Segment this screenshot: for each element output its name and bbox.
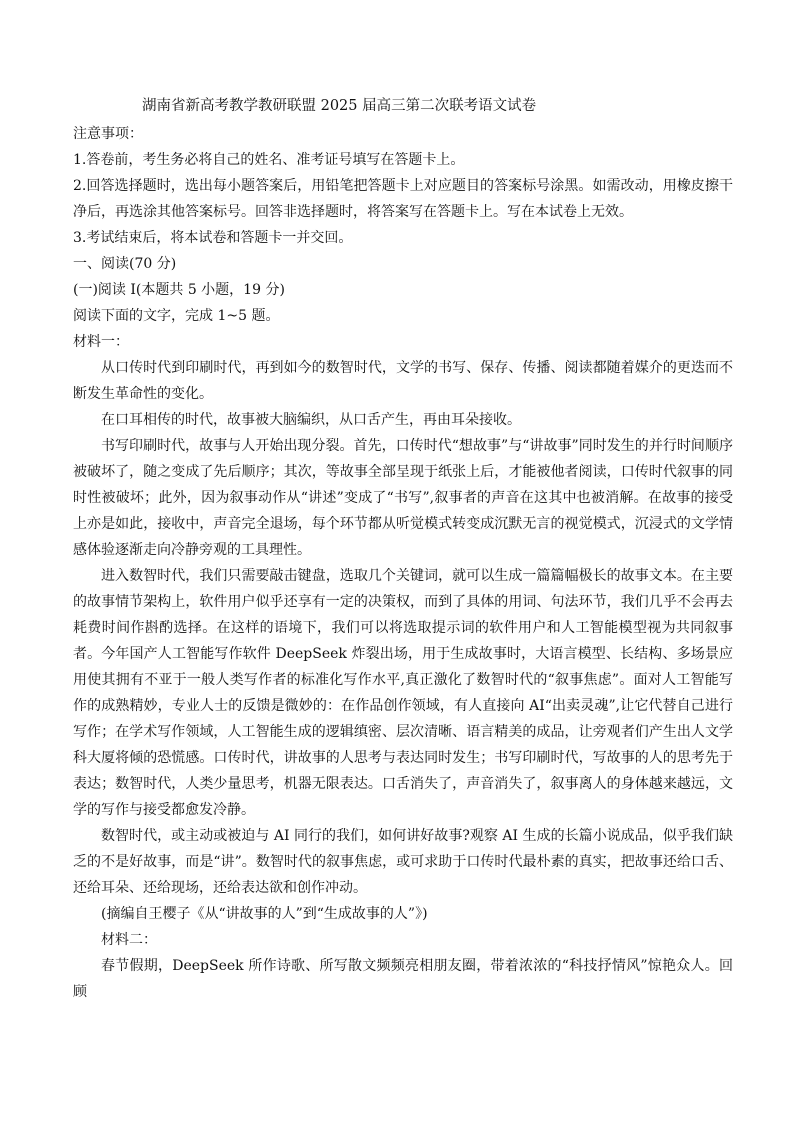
material-2-paragraph: 春节假期，DeepSeek 所作诗歌、所写散文频频亮相朋友圈，带着浓浓的“科技抒情风”惊艳众人。回顾: [73, 958, 733, 1000]
material-1-paragraph: 数智时代，或主动或被迫与 AI 同行的我们，如何讲好故事?观察 AI 生成的长篇小说成品，似乎我们缺乏的不是好故事，而是“讲”。数智时代的叙事焦虑，或可求助于口传时代最朴素的真实，把故事还给口舌、还给耳朵、还给现场，还给表达欲和创作冲动。: [73, 828, 733, 896]
section-heading: 一、阅读(70 分): [73, 256, 177, 272]
material-2-label: 材料二：: [101, 932, 157, 948]
notice-item: 2.回答选择题时，选出每小题答案后，用铅笔把答题卡上对应题目的答案标号涂黑。如需改动，用橡皮擦干净后，再选涂其他答案标号。回答非选择题时，将答案写在答题卡上。写在本试卷上无效。: [73, 178, 733, 220]
instruction-text: 阅读下面的文字，完成 1~5 题。: [73, 308, 280, 324]
material-1-paragraph: 进入数智时代，我们只需要敲击键盘，选取几个关键词，就可以生成一篇篇幅极长的故事文本。在主要的故事情节架构上，软件用户似乎还享有一定的决策权，而到了具体的用词、句法环节，我们几乎不会再去耗费时间作斟酌选择。在这样的语境下，我们可以将选取提示词的软件用户和人工智能模型视为共同叙事者。今年国产人工智能写作软件 DeepSeek 炸裂出场，用于生成故事时，大语言模型、长结构、多场景应用使其拥有不亚于一般人类写作者的标准化写作水平,真正激化了数智时代的“叙事焦虑”。面对人工智能写作的成熟精妙，专业人士的反馈是微妙的：在作品创作领域，有人直接向 AI“出卖灵魂”,让它代替自己进行写作；在学术写作领域，人工智能生成的逻辑缜密、层次清晰、语言精美的成品，让旁观者们产生出人文学科大厦将倾的恐慌感。口传时代，讲故事的人思考与表达同时发生；书写印刷时代，写故事的人的思考先于表达；数智时代，人类少量思考，机器无限表达。口舌消失了，声音消失了，叙事离人的身体越来越远，文学的写作与接受都愈发冷静。: [73, 568, 733, 818]
material-1-label: 材料一：: [73, 334, 129, 350]
notice-item: 3.考试结束后，将本试卷和答题卡一并交回。: [73, 230, 353, 246]
source-note: (摘编自王樱子《从“讲故事的人”到“生成故事的人”》): [101, 906, 428, 922]
subsection-heading: (一)阅读 I(本题共 5 小题，19 分): [73, 282, 285, 298]
exam-title: 湖南省新高考教学教研联盟 2025 届高三第二次联考语文试卷: [142, 98, 537, 114]
notice-heading: 注意事项：: [73, 126, 143, 142]
material-1-paragraph: 书写印刷时代，故事与人开始出现分裂。首先，口传时代“想故事”与“讲故事”同时发生的并行时间顺序被破坏了，随之变成了先后顺序；其次，等故事全部呈现于纸张上后，才能被他者阅读，口传时代叙事的同时性被破坏；此外，因为叙事动作从“讲述”变成了“书写”,叙事者的声音在这其中也被消解。在故事的接受上亦是如此，接收中，声音完全退场，每个环节都从听觉模式转变成沉默无言的视觉模式，沉浸式的文学情感体验逐渐走向冷静旁观的工具理性。: [73, 438, 733, 558]
material-1-paragraph: 在口耳相传的时代，故事被大脑编织，从口舌产生，再由耳朵接收。: [101, 412, 521, 428]
notice-item: 1.答卷前，考生务必将自己的姓名、准考证号填写在答题卡上。: [73, 152, 465, 168]
exam-body: [73, 121, 733, 1005]
material-1-paragraph: 从口传时代到印刷时代，再到如今的数智时代，文学的书写、保存、传播、阅读都随着媒介的更迭而不断发生革命性的变化。: [73, 360, 733, 402]
